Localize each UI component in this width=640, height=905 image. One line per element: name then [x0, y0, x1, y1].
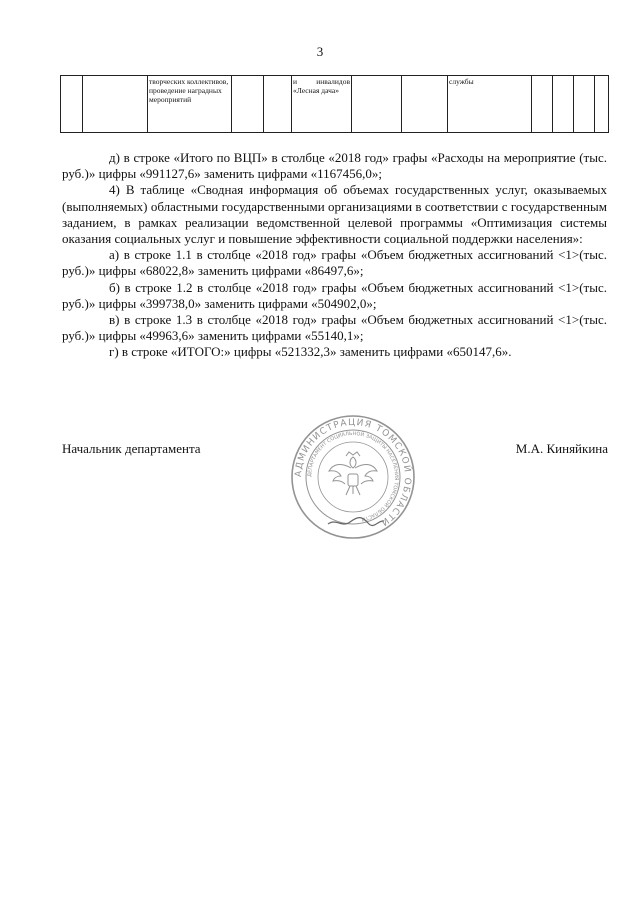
table-cell: и инвалидов «Лесная дача» — [292, 76, 352, 133]
table-cell: службы — [448, 76, 532, 133]
table-cell — [574, 76, 595, 133]
table-cell — [352, 76, 402, 133]
signatory-name: М.А. Киняйкина — [515, 441, 608, 456]
table-row — [61, 76, 609, 133]
table-cell — [83, 76, 148, 133]
table-cell — [532, 76, 553, 133]
seal-inner-ring — [318, 442, 388, 512]
table-cell — [595, 76, 609, 133]
table-cell: творческих коллективов, проведение наградных мероприятий — [148, 76, 232, 133]
table-cell — [61, 76, 83, 133]
coat-of-arms-icon — [329, 452, 377, 495]
table-cell — [232, 76, 264, 133]
paragraph-v: в) в строке 1.3 в столбце «2018 год» графы «Объем бюджетных ассигнований <1>(тыс. руб.)» цифры «49963,6» заменить цифрами «55140,1»; — [62, 312, 607, 344]
paragraph-g: г) в строке «ИТОГО:» цифры «521332,3» заменить цифрами «650147,6». — [109, 344, 512, 360]
table-cell — [553, 76, 574, 133]
paragraph-a: а) в строке 1.1 в столбце «2018 год» графы «Объем бюджетных ассигнований <1>(тыс. руб.)» цифры «68022,8» заменить цифрами «86497,6»; — [62, 247, 607, 279]
seal-middle-ring — [306, 430, 400, 524]
page-number: 3 — [316, 44, 324, 59]
seal-inner-text: ДЕПАРТАМЕНТ СОЦИАЛЬНОЙ ЗАЩИТЫ НАСЕЛЕНИЯ ТОМСКОЙ ОБЛАСТИ — [306, 430, 400, 523]
document-body — [62, 150, 607, 361]
paragraph-4: 4) В таблице «Сводная информация об объемах государственных услуг, оказываемых (выполняемых) областными государственными организациями в соответствии с государственным заданием, в рамках реализации ведомственной целевой программы «Оптимизация системы оказания социальных услуг и повышение эффективности социальной поддержки населения»: — [62, 182, 607, 247]
table-cell — [402, 76, 448, 133]
table-fragment — [60, 75, 609, 133]
paragraph-d: д) в строке «Итого по ВЦП» в столбце «2018 год» графы «Расходы на мероприятие (тыс. руб.)» цифры «991127,6» заменить цифрами «1167456,0»; — [62, 150, 607, 182]
seal-outer-text: АДМИНИСТРАЦИЯ ТОМСКОЙ ОБЛАСТИ — [293, 417, 413, 528]
official-seal — [288, 412, 418, 542]
paragraph-b: б) в строке 1.2 в столбце «2018 год» графы «Объем бюджетных ассигнований <1>(тыс. руб.)» цифры «399738,0» заменить цифрами «504902,0»; — [62, 279, 607, 311]
table-cell — [264, 76, 292, 133]
signatory-title: Начальник департамента — [62, 441, 201, 456]
